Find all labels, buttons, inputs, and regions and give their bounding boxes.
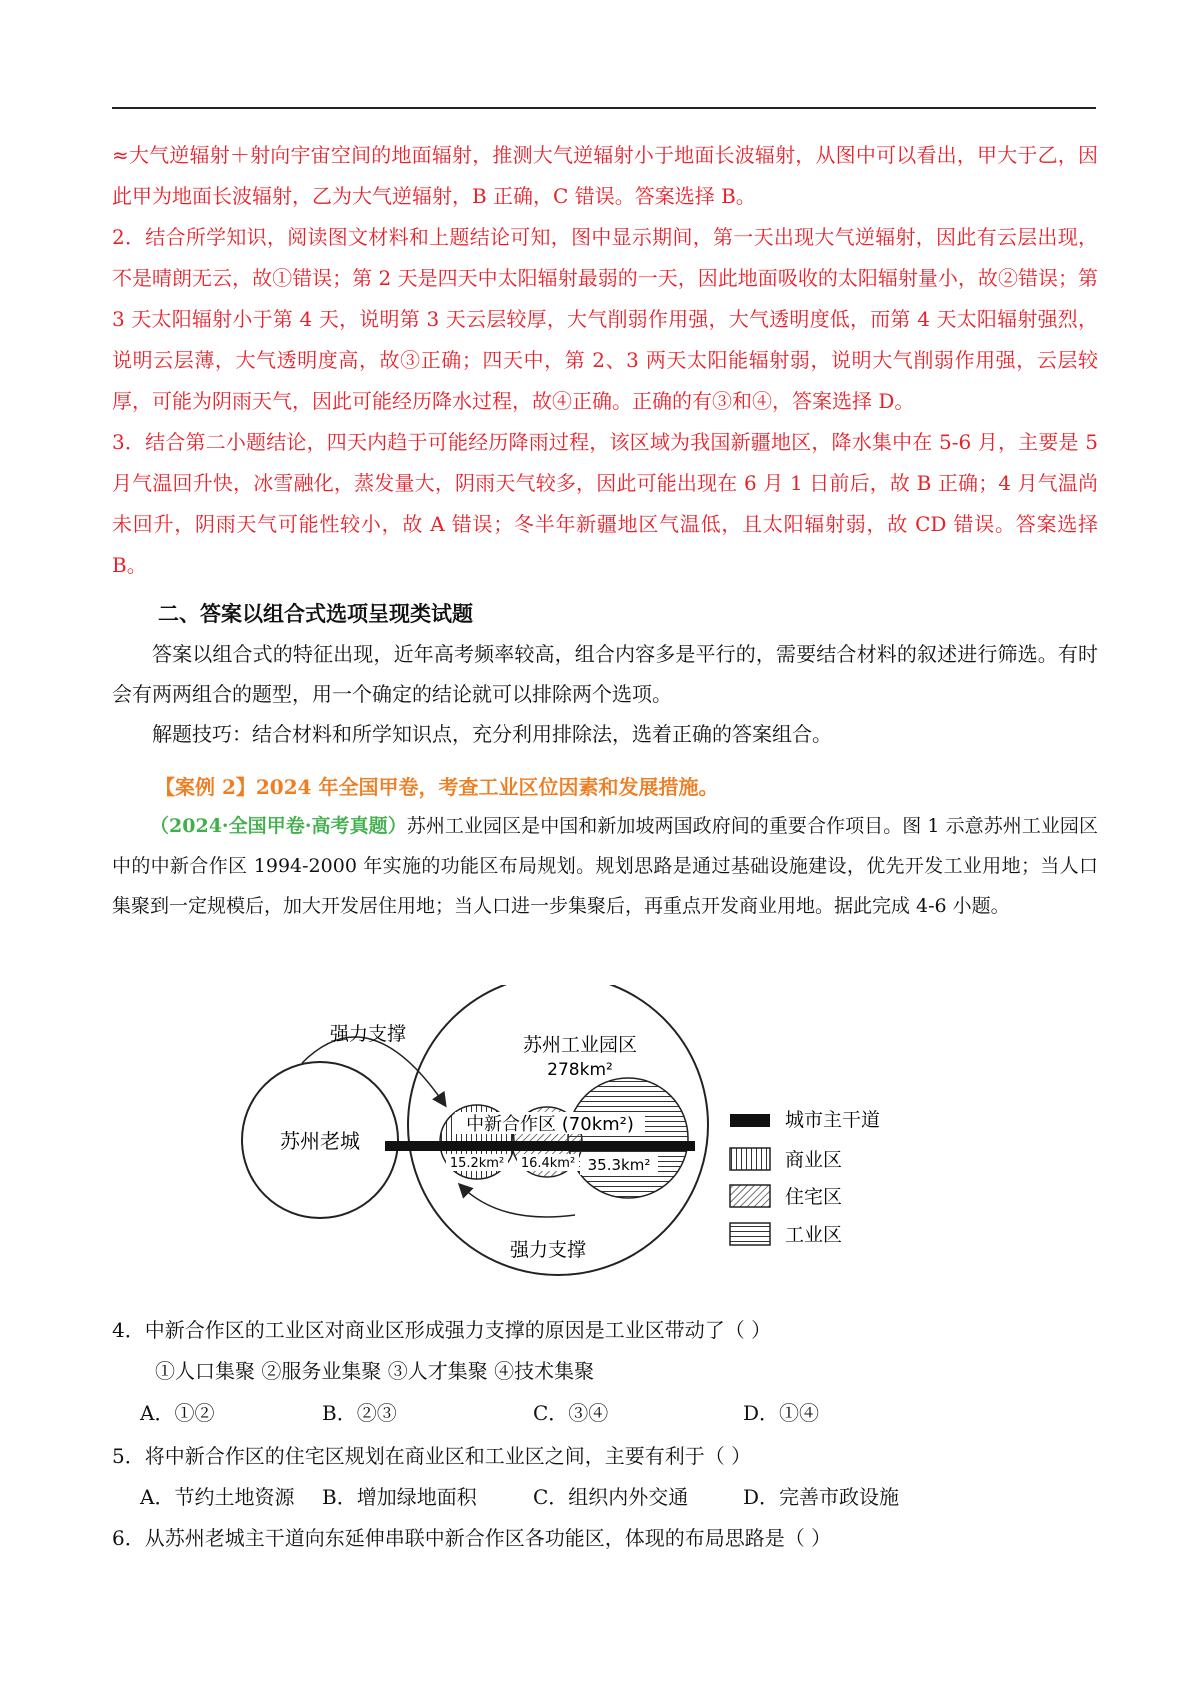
question-4-items: ①人口集聚 ②服务业集聚 ③人才集聚 ④技术集聚	[155, 1359, 595, 1383]
industrial-zone-circle	[568, 1078, 688, 1198]
suzhou-park-layout-figure	[240, 985, 970, 1285]
park-area: 278km²	[547, 1060, 613, 1080]
q5-option-b[interactable]: B．增加绿地面积	[322, 1485, 477, 1509]
legend-residential-label: 住宅区	[785, 1186, 843, 1208]
section-heading: 二、答案以组合式选项呈现类试题	[158, 602, 473, 626]
q4-option-b[interactable]: B．②③	[322, 1401, 397, 1425]
main-road	[385, 1141, 695, 1151]
legend-residential-swatch	[730, 1185, 770, 1207]
area-residential: 16.4km²	[520, 1156, 576, 1171]
question-6: 6．从苏州老城主干道向东延伸串联中新合作区各功能区，体现的布局思路是（ ）	[112, 1526, 832, 1550]
explanation-line-1: ≈大气逆辐射＋射向宇宙空间的地面辐射，推测大气逆辐射小于地面长波辐射，从图中可以看出，甲大于乙，因此甲为地面长波辐射，乙为大气逆辐射，B 正确，C 错误。答案选择 B。	[112, 143, 1098, 208]
q5-option-d[interactable]: D．完善市政设施	[743, 1485, 900, 1509]
q4-option-c[interactable]: C．③④	[533, 1401, 609, 1425]
legend-commercial-swatch	[730, 1148, 770, 1170]
legend-industrial-swatch	[730, 1223, 770, 1245]
park-name: 苏州工业园区	[522, 1034, 638, 1056]
header-rule	[112, 107, 1096, 109]
material-paragraph	[112, 806, 1098, 926]
tip-text: 解题技巧：结合材料和所学知识点，充分利用排除法，选着正确的答案组合。	[152, 722, 832, 746]
case-title: 【案例 2】2024 年全国甲卷，考查工业区位因素和发展措施。	[155, 775, 719, 799]
legend-industrial-label: 工业区	[785, 1224, 843, 1246]
source-tag: （2024·全国甲卷·高考真题）	[150, 815, 407, 837]
legend-commercial-label: 商业区	[785, 1149, 843, 1171]
q5-option-a[interactable]: A．节约土地资源	[140, 1485, 295, 1509]
legend-road-label: 城市主干道	[785, 1109, 881, 1131]
q4-option-d[interactable]: D．①④	[743, 1401, 820, 1425]
question-4: 4．中新合作区的工业区对商业区形成强力支撑的原因是工业区带动了（ ）	[112, 1318, 772, 1342]
material-text: 苏州工业园区是中国和新加坡两国政府间的重要合作项目。图 1 示意苏州工业园区中的中新合作区 1994-2000 年实施的功能区布局规划。规划思路是通过基础设施建设，优先开发工业用地；当人口集聚到一定规模后，加大开发居住用地；当人口进一步集聚后，再重点开发商业用地。据此完成 4-6 小题。	[112, 815, 1098, 917]
section-intro	[112, 634, 1098, 754]
area-industrial: 35.3km²	[587, 1156, 651, 1174]
cooperation-zone-label: 中新合作区 (70km²)	[466, 1114, 634, 1135]
question-5: 5．将中新合作区的住宅区规划在商业区和工业区之间，主要有利于（ ）	[112, 1444, 752, 1468]
legend	[730, 1109, 880, 1246]
support-label-top: 强力支撑	[329, 1023, 407, 1045]
answer-explanation	[112, 135, 1098, 586]
legend-road-swatch	[730, 1114, 770, 1127]
q5-option-c[interactable]: C．组织内外交通	[533, 1485, 689, 1509]
old-city-label: 苏州老城	[280, 1129, 360, 1153]
support-label-bottom: 强力支撑	[509, 1239, 587, 1261]
intro-text: 答案以组合式的特征出现，近年高考频率较高，组合内容多是平行的，需要结合材料的叙述进行筛选。有时会有两两组合的题型，用一个确定的结论就可以排除两个选项。	[112, 642, 1098, 706]
explanation-item-3: 3．结合第二小题结论，四天内趋于可能经历降雨过程，该区域为我国新疆地区，降水集中在 5-6 月，主要是 5 月气温回升快，冰雪融化，蒸发量大，阴雨天气较多，因此可能出现在 6 月 1 日前后，故 B 正确；4 月气温尚未回升，阴雨天气可能性较小，故 A 错误；冬半年新疆地区气温低，且太阳辐射弱，故 CD 错误。答案选择 B。	[112, 430, 1098, 577]
q4-option-a[interactable]: A．①②	[140, 1401, 215, 1425]
area-commercial: 15.2km²	[449, 1156, 505, 1171]
material-block	[112, 806, 1098, 926]
explanation-item-2: 2．结合所学知识，阅读图文材料和上题结论可知，图中显示期间，第一天出现大气逆辐射，因此有云层出现，不是晴朗无云，故①错误；第 2 天是四天中太阳辐射最弱的一天，因此地面吸收的太阳辐射量小，故②错误；第 3 天太阳辐射小于第 4 天，说明第 3 天云层较厚，大气削弱作用强，大气透明度低，而第 4 天太阳辐射强烈，说明云层薄，大气透明度高，故③正确；四天中，第 2、3 两天太阳能辐射弱，说明大气削弱作用强，云层较厚，可能为阴雨天气，因此可能经历降水过程，故④正确。正确的有③和④，答案选择 D。	[112, 225, 1098, 413]
